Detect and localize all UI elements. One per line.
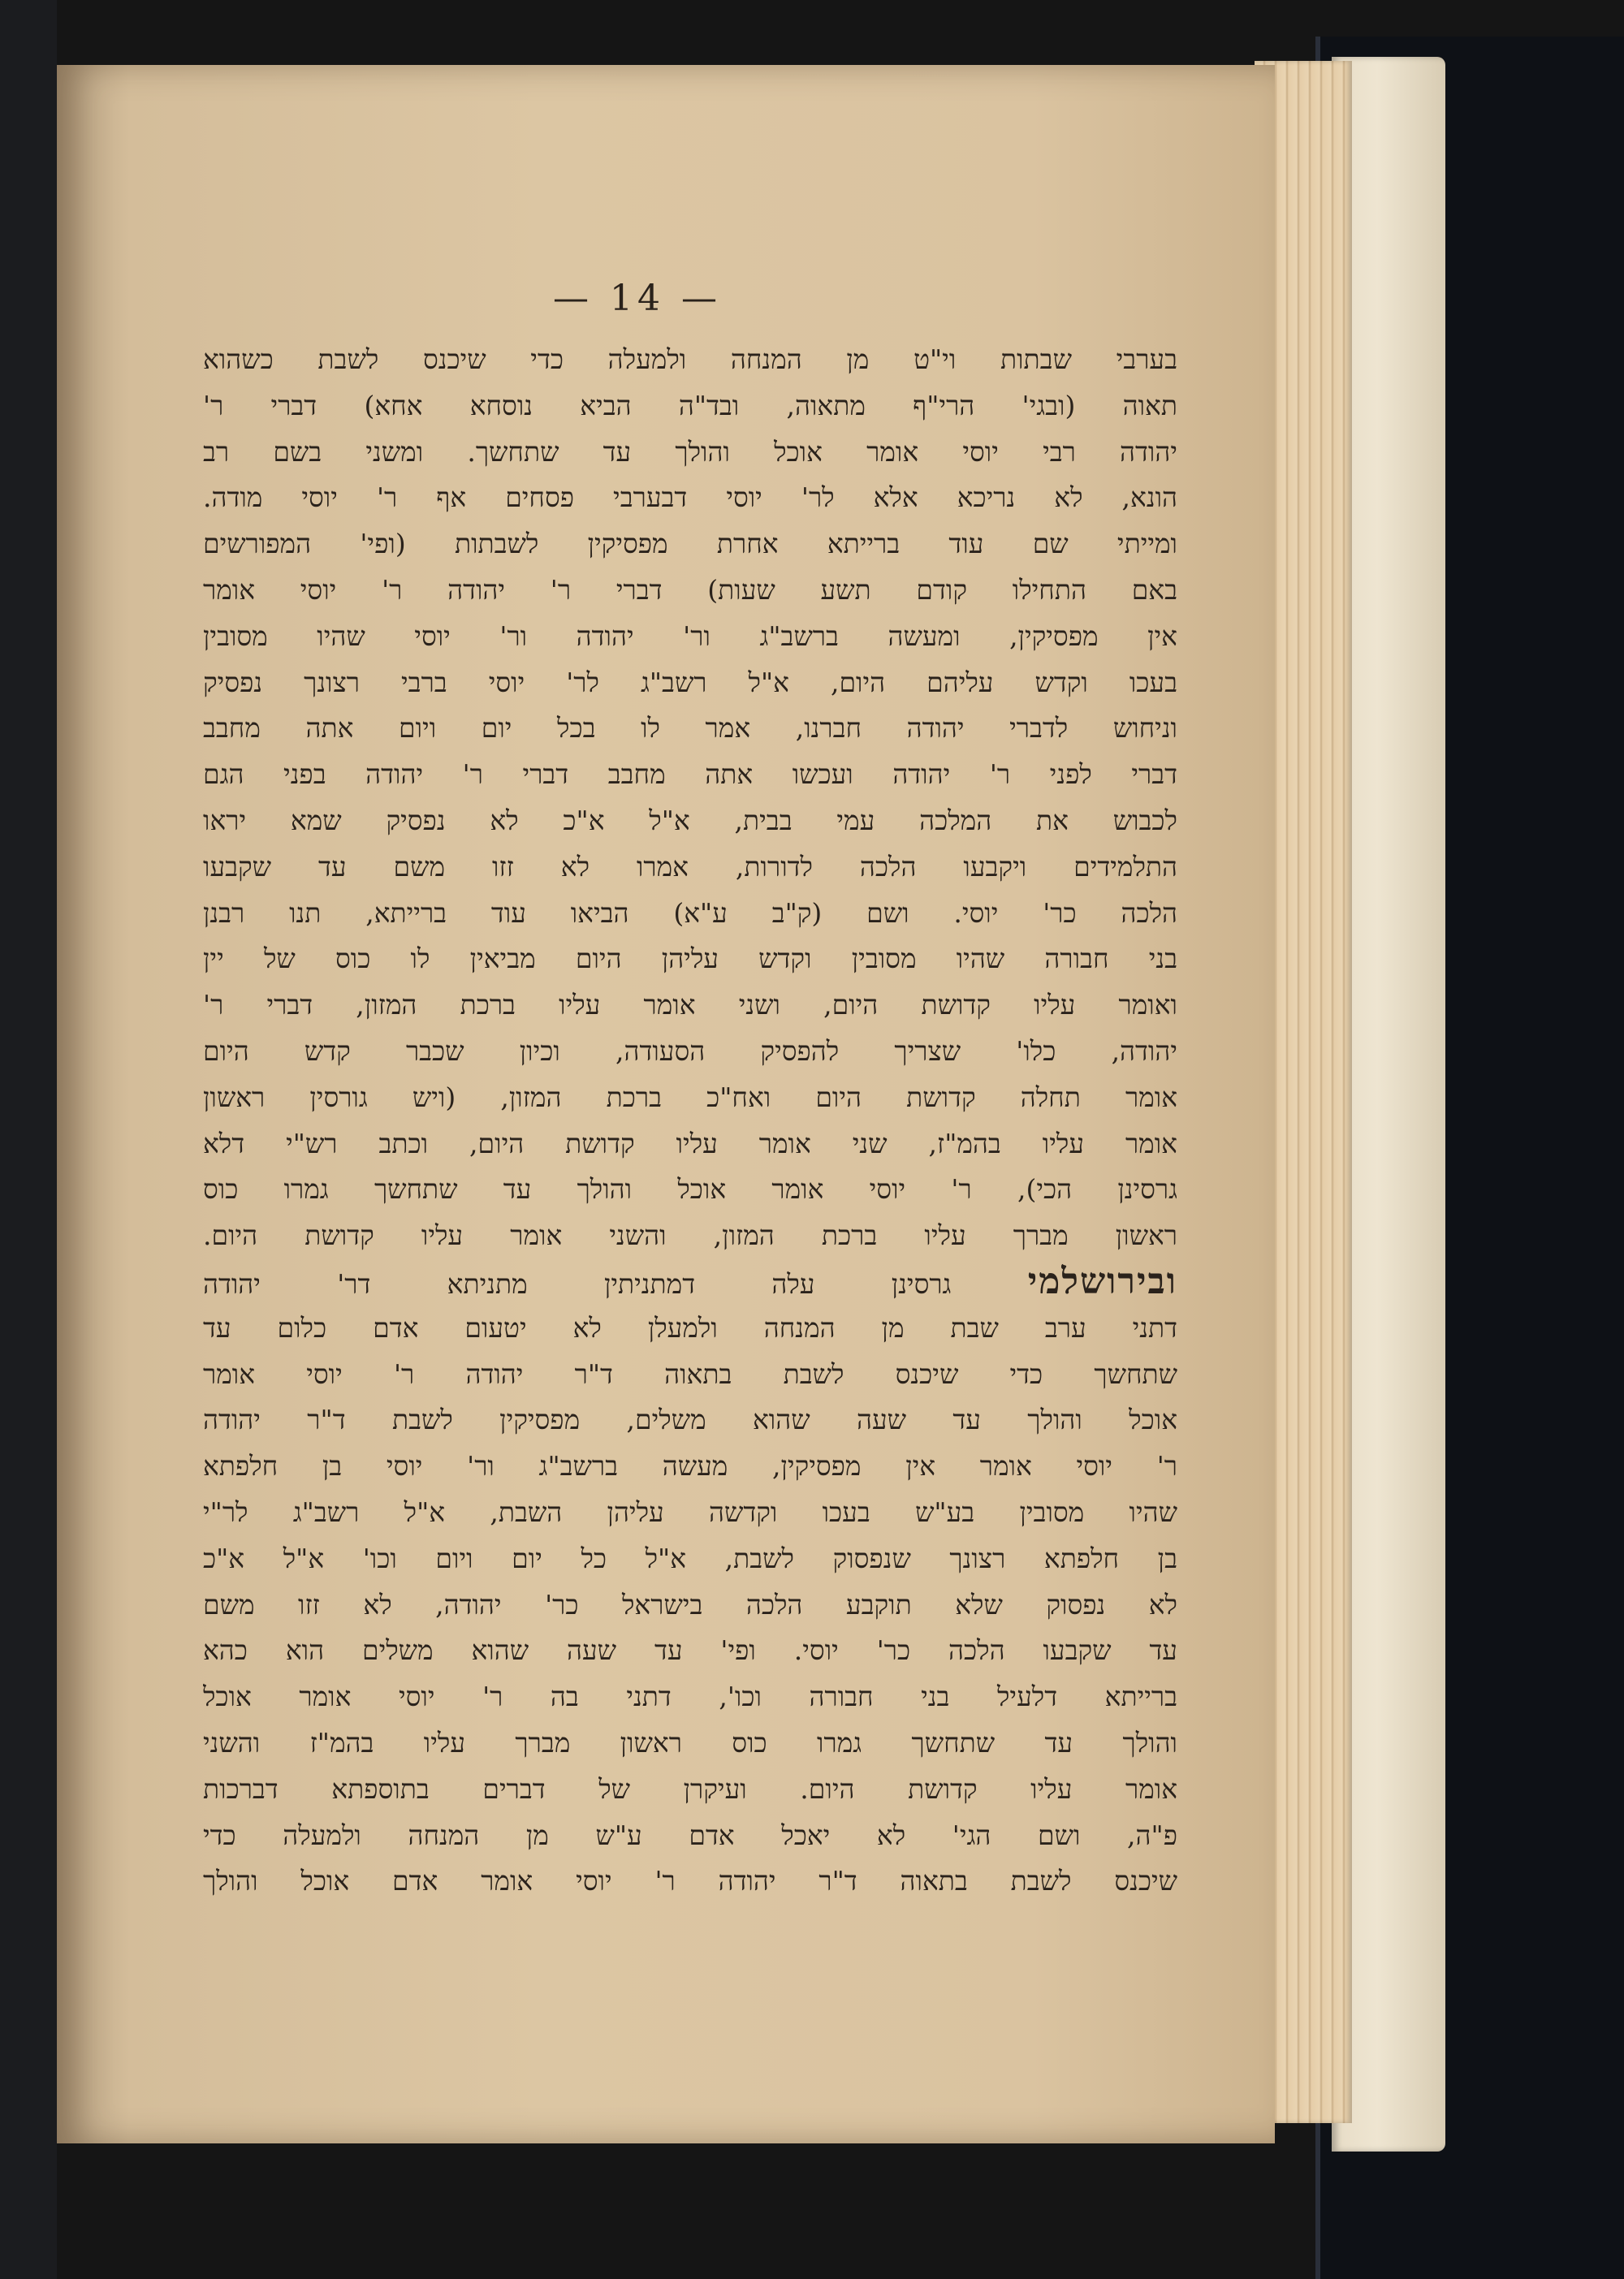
page-text: [203, 337, 1177, 1905]
text-line: עד שקבעו הלכה כר' יוסי. ופי' עד שעה שהוא משלים הוא כהא: [203, 1634, 1177, 1667]
text-line: בני חבורה שהיו מסובין וקדש עליהן היום מביאין לו כוס של יין: [203, 943, 1177, 975]
text-line: לכבוש את המלכה עמי בבית, א"ל א"כ לא נפסיק שמא יראו: [203, 804, 1177, 836]
text-line: אוכל והולך עד שעה שהוא משלים, מפסיקין לשבת ד"ר יהודה: [203, 1404, 1177, 1436]
book-page: [57, 65, 1275, 2143]
text-line: לא נפסוק שלא תוקבע הלכה בישראל כר' יהודה, לא זזו משם: [203, 1588, 1177, 1621]
text-line: ומייתי שם עוד ברייתא אחרת מפסיקין לשבתות (ופי' המפורשים: [203, 528, 1177, 560]
text-line: אומר עליו קדושת היום. ועיקרן של דברים בתוספתא דברכות: [203, 1772, 1177, 1805]
text-line: בערבי שבתות וי"ט מן המנחה ולמעלה כדי שיכנס לשבת כשהוא: [203, 343, 1177, 375]
text-line: יהודה, כלו' שצריך להפסיק הסעודה, וכיון שכבר קדש היום: [203, 1034, 1177, 1067]
text-line: גרסינן הכי), ר' יוסי אומר אוכל והולך עד שתחשך גמרו כוס: [203, 1173, 1177, 1206]
text-line: ואומר עליו קדושת היום, ושני אומר עליו ברכת המזון, דברי ר': [203, 989, 1177, 1021]
text-line: שתחשך כדי שיכנס לשבת בתאוה ד"ר יהודה ר' יוסי אומר: [203, 1357, 1177, 1390]
text-line: שהיו מסובין בע"ש בעכו וקדשה עליהן השבת, א"ל רשב"ג לר"י: [203, 1496, 1177, 1528]
left-cover: [0, 0, 57, 2279]
text-line: באם התחילו קודם תשע שעות) דברי ר' יהודה ר' יוסי אומר: [203, 573, 1177, 606]
text-line: אומר עליו בהמ"ז, שני אומר עליו קדושת היום, וכתב רש"י דלא: [203, 1127, 1177, 1159]
text-line: אין מפסיקין, ומעשה ברשב"ג ור' יהודה ור' יוסי שהיו מסובין: [203, 619, 1177, 652]
text-line: והולך עד שתחשך גמרו כוס ראשון מברך עליו בהמ"ז והשני: [203, 1726, 1177, 1759]
lead-line-text: גרסינן עלה דמתניתין מתניתא דר' יהודה: [203, 1267, 952, 1300]
text-line: דברי לפני ר' יהודה ועכשו אתה מחבב דברי ר' יהודה בפני הגם: [203, 758, 1177, 791]
text-line: בעכו וקדש עליהם היום, א"ל רשב"ג לר' יוסי ברבי רצונך נפסיק: [203, 666, 1177, 698]
lead-word: ובירושלמי: [1027, 1260, 1177, 1302]
text-line: ברייתא דלעיל בני חבורה וכו', דתני בה ר' יוסי אומר אוכל: [203, 1681, 1177, 1713]
text-line: וניחוש לדברי יהודה חברנו, אמר לו בכל יום ויום אתה מחבב: [203, 712, 1177, 745]
text-line: ר' יוסי אומר אין מפסיקין, מעשה ברשב"ג ור' יוסי בן חלפתא: [203, 1450, 1177, 1483]
text-line: התלמידים ויקבעו הלכה לדורות, אמרו לא זזו משם עד שקבעו: [203, 850, 1177, 883]
text-line: הונא, לא נריכא אלא לר' יוסי דבערבי פסחים אף ר' יוסי מודה.: [203, 481, 1177, 514]
page-number: — 14 —: [553, 278, 722, 319]
text-line: תאוה (ובגי' הרי"ף מתאוה, ובד"ה הביא נוסחא אחא) דברי ר': [203, 389, 1177, 421]
text-line: יהודה רבי יוסי אומר אוכל והולך עד שתחשך. ומשני בשם רב: [203, 435, 1177, 468]
text-line: דתני ערב שבת מן המנחה ולמעלן לא יטעום אדם כלום עד: [203, 1311, 1177, 1344]
text-line: אומר תחלה קדושת היום ואח"כ ברכת המזון, (ויש גורסין ראשון: [203, 1081, 1177, 1113]
text-line: שיכנס לשבת בתאוה ד"ר יהודה ר' יוסי אומר אדם אוכל והולך: [203, 1865, 1177, 1897]
text-line: ראשון מברך עליו ברכת המזון, והשני אומר עליו קדושת היום.: [203, 1219, 1177, 1252]
lead-line: [203, 1259, 1177, 1306]
text-line: בן חלפתא רצונך שנפסוק לשבת, א"ל כל יום ויום וכו' א"ל א"כ: [203, 1542, 1177, 1574]
text-line: הלכה כר' יוסי. ושם (ק"ב ע"א) הביאו עוד ברייתא, תנו רבנן: [203, 896, 1177, 929]
text-line: פ"ה, ושם הגי' לא יאכל אדם ע"ש מן המנחה ולמעלה כדי: [203, 1819, 1177, 1851]
